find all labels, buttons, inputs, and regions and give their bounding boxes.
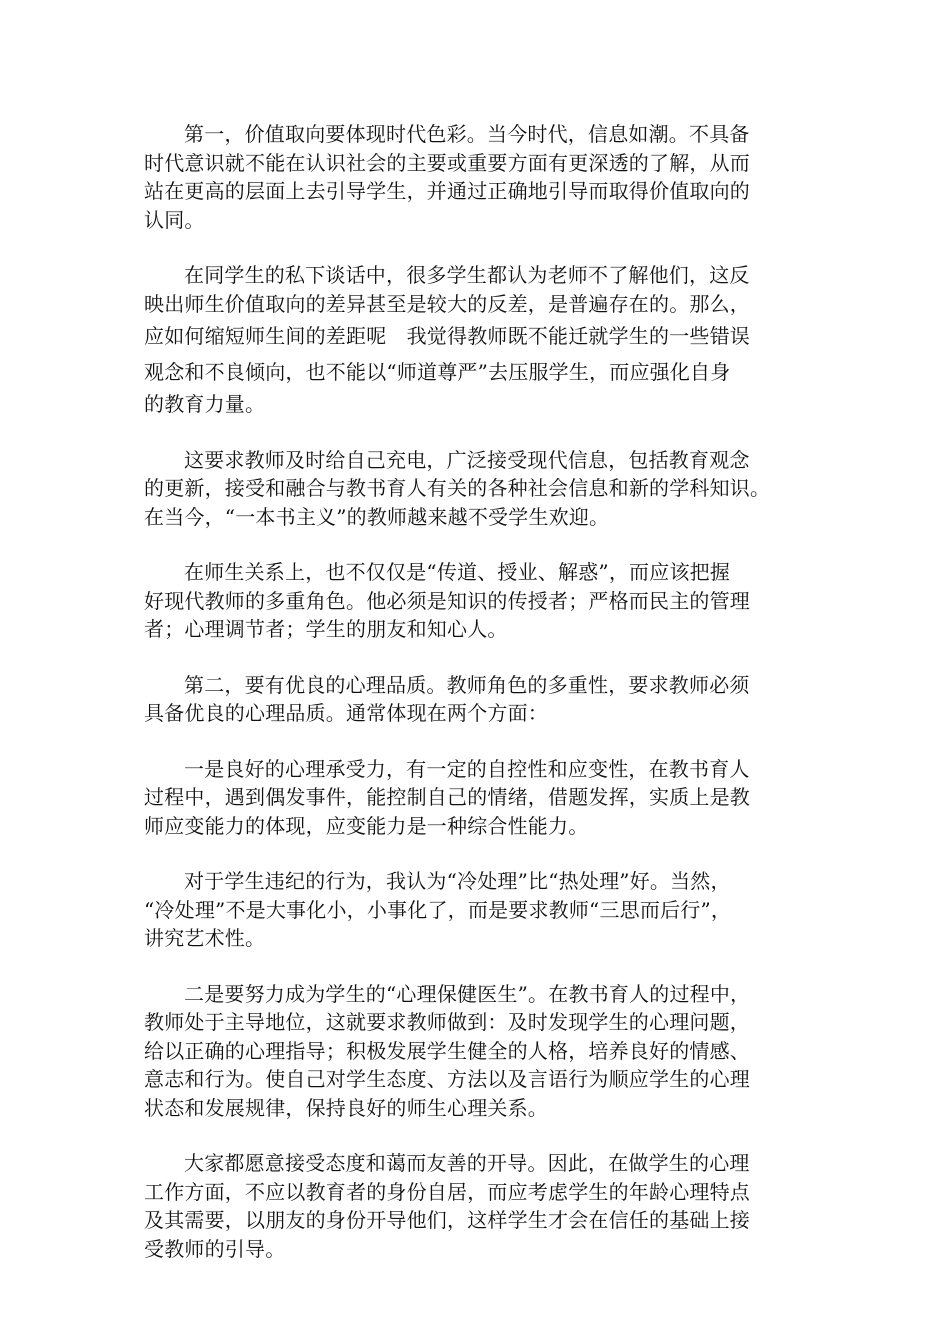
paragraph-line: 在同学生的私下谈话中，很多学生都认为老师不了解他们，这反 <box>184 263 750 287</box>
paragraph-line: 观念和不良倾向，也不能以“师道尊严”去压服学生，而应强化自身 <box>144 360 731 384</box>
paragraph-line: 站在更高的层面上去引导学生，并通过正确地引导而取得价值取向的 <box>144 179 750 203</box>
paragraph-3 <box>144 446 806 532</box>
paragraph-line: 大家都愿意接受态度和蔼而友善的开导。因此，在做学生的心理 <box>184 1151 750 1175</box>
paragraph-line: 讲究艺术性。 <box>144 926 266 950</box>
paragraph-7 <box>144 867 806 953</box>
paragraph-line: 对于学生违纪的行为，我认为“冷处理”比“热处理”好。当然， <box>184 869 731 893</box>
paragraph-line: 二是要努力成为学生的“心理保健医生”。在教书育人的过程中， <box>184 981 751 1006</box>
paragraph-line: 意志和行为。使自己对学生态度、方法以及言语行为顺应学生的心理 <box>144 1067 750 1091</box>
paragraph-line: 在师生关系上，也不仅仅是“传道、授业、解惑”，而应该把握 <box>184 560 731 584</box>
paragraph-line: 一是良好的心理承受力，有一定的自控性和应变性，在教书育人 <box>184 756 750 781</box>
paragraph-9 <box>144 1149 806 1263</box>
paragraph-line: 认同。 <box>144 207 205 232</box>
paragraph-line: 及其需要，以朋友的身份开导他们，这样学生才会在信任的基础上接 <box>144 1208 750 1232</box>
paragraph-line: 具备优良的心理品质。通常体现在两个方面： <box>144 701 548 725</box>
paragraph-6 <box>144 755 806 841</box>
paragraph-line: 这要求教师及时给自己充电，广泛接受现代信息，包括教育观念 <box>184 447 750 472</box>
paragraph-line: 给以正确的心理指导；积极发展学生健全的人格，培养良好的情感、 <box>144 1038 750 1063</box>
paragraph-4 <box>144 558 806 644</box>
paragraph-line: 第一，价值取向要体现时代色彩。当今时代，信息如潮。不具备 <box>184 122 750 146</box>
paragraph-2 <box>144 261 806 419</box>
paragraph-line: 过程中，遇到偶发事件，能控制自己的情绪，借题发挥，实质上是教 <box>144 785 750 809</box>
paragraph-5 <box>144 671 806 728</box>
paragraph-line: 第二，要有优良的心理品质。教师角色的多重性，要求教师必须 <box>184 672 750 697</box>
paragraph-line: 好现代教师的多重角色。他必须是知识的传授者；严格而民主的管理 <box>144 588 750 613</box>
paragraph-8 <box>144 980 806 1123</box>
paragraph-line: 时代意识就不能在认识社会的主要或重要方面有更深透的了解，从而 <box>144 150 750 175</box>
paragraph-line: “冷处理”不是大事化小，小事化了，而是要求教师“三思而后行”， <box>144 897 732 922</box>
document-body <box>144 120 806 1290</box>
paragraph-line: 应如何缩短师生间的差距呢 我觉得教师既不能迁就学生的一些错误 <box>144 324 750 348</box>
paragraph-1 <box>144 120 806 234</box>
paragraph-line: 状态和发展规律，保持良好的师生心理关系。 <box>144 1095 548 1120</box>
paragraph-line: 映出师生价值取向的差异甚至是较大的反差，是普遍存在的。那么， <box>144 291 750 316</box>
paragraph-line: 者；心理调节者；学生的朋友和知心人。 <box>144 617 508 641</box>
paragraph-line: 工作方面，不应以教育者的身份自居，而应考虑学生的年龄心理特点 <box>144 1179 750 1204</box>
paragraph-line: 的更新，接受和融合与教书育人有关的各种社会信息和新的学科知识。 <box>144 476 771 500</box>
paragraph-line: 教师处于主导地位，这就要求教师做到：及时发现学生的心理问题， <box>144 1010 750 1034</box>
paragraph-line: 在当今，“一本书主义”的教师越来越不受学生欢迎。 <box>144 504 610 529</box>
paragraph-line: 的教育力量。 <box>144 392 266 416</box>
paragraph-line: 师应变能力的体现，应变能力是一种综合性能力。 <box>144 813 589 838</box>
paragraph-line: 受教师的引导。 <box>144 1236 286 1261</box>
